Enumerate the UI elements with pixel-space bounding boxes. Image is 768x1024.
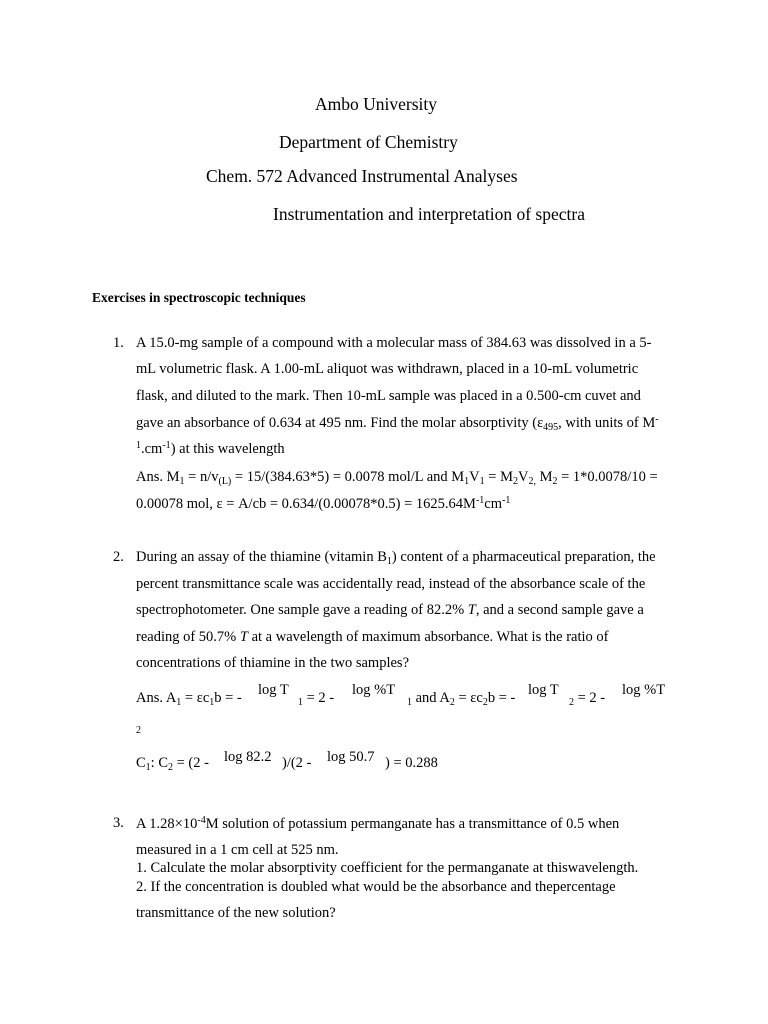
ans-text: V <box>469 469 480 485</box>
q3-text: M solution of potassium permanganate has a transmittance of 0.5 when <box>205 816 620 832</box>
q3-line-1 <box>136 815 619 833</box>
ans-sub: 2 <box>449 697 455 708</box>
q2-italic: T <box>239 629 248 645</box>
q1-number: 1. <box>113 335 124 351</box>
q1-line-5-text-b: ) at this wavelength <box>170 441 285 457</box>
q1-line-3: flask, and diluted to the mark. Then 10-mL sample was placed in a 0.500-cm cuvet and <box>136 388 641 404</box>
course-title: Chem. 572 Advanced Instrumental Analyses <box>206 166 518 186</box>
university-name: Ambo University <box>315 94 438 114</box>
q2-text: During an assay of the thiamine (vitamin B <box>136 549 387 565</box>
q2-italic: T <box>467 602 476 618</box>
q3-line-5: transmittance of the new solution? <box>136 905 336 921</box>
department-name: Department of Chemistry <box>279 132 458 152</box>
q3-line-2: measured in a 1 cm cell at 525 nm. <box>136 842 339 858</box>
unit-superscript: - <box>655 414 659 425</box>
ans-sub: 1 <box>145 762 151 773</box>
q2-text: ) content of a pharmaceutical preparation, the <box>391 549 656 565</box>
q2-text: spectrophotometer. One sample gave a reading of 82.2% <box>136 602 468 618</box>
q2-ans-eq2 <box>569 690 605 708</box>
ans-sub: 2, <box>528 476 536 487</box>
q1-answer-line-2 <box>136 495 510 513</box>
log-t1-numerator <box>258 682 289 699</box>
q2-line-4 <box>136 629 608 646</box>
q2-text: , and a second sample gave a <box>475 602 644 618</box>
ans-sup: -1 <box>502 495 511 506</box>
unit-superscript: 1 <box>136 440 141 451</box>
q2-text: at a wavelength of maximum absorbance. What is the ratio of <box>247 629 609 645</box>
ans-text: = εc <box>454 690 483 706</box>
ans-sub: 2 <box>482 697 488 708</box>
q3-line-4: 2. If the concentration is doubled what would be the absorbance and thepercentage <box>136 879 616 895</box>
q2-line-2: percent transmittance scale was accidentally read, instead of the absorbance scale of the <box>136 576 646 592</box>
q2-ans-eq1 <box>298 690 334 708</box>
q1-line-4-text: gave an absorbance of 0.634 at 495 nm. Find the molar absorptivity (ε <box>136 415 544 431</box>
q2-ratio-mid: )/(2 - <box>282 755 312 771</box>
ans-text: Ans. M <box>136 469 180 485</box>
q2-line-3 <box>136 602 644 619</box>
section-title: Exercises in spectroscopic techniques <box>92 290 306 305</box>
q2-number: 2. <box>113 549 124 565</box>
log-pt1-numerator <box>352 682 395 699</box>
ans-text: = εc <box>181 690 210 706</box>
unit-superscript: -1 <box>162 440 171 451</box>
ans-text: and A <box>412 690 450 706</box>
topic-title: Instrumentation and interpretation of spectra <box>273 204 585 224</box>
ans-sup: -1 <box>475 495 485 506</box>
ans-text: b = - <box>214 690 242 706</box>
q3-sup: -4 <box>197 815 206 826</box>
q2-line-1 <box>136 549 656 567</box>
ans-text: cm <box>484 496 503 512</box>
q2-ans-start <box>136 690 242 708</box>
q1-line-1: A 15.0-mg sample of a compound with a molecular mass of 384.63 was dissolved in a 5- <box>136 335 652 351</box>
ans-sub: 1 <box>209 697 215 708</box>
ans-sub: 2 <box>569 697 574 708</box>
q3-text: A 1.28×10 <box>136 816 198 832</box>
q3-line-3: 1. Calculate the molar absorptivity coefficient for the permanganate at thiswavelength. <box>136 860 639 876</box>
ans-text: = 15/(384.63*5) = 0.0078 mol/L and M <box>231 469 465 485</box>
log-text: log %T <box>352 682 396 698</box>
log-t2-numerator <box>528 682 559 699</box>
q2-wrapped-subscript: 2 <box>136 725 141 736</box>
ans-sub: 2 <box>512 476 518 487</box>
ans-text: V <box>517 469 529 485</box>
q2-ratio-start <box>136 755 209 773</box>
q2-ans-and <box>407 690 515 708</box>
q2-text: reading of 50.7% <box>136 629 240 645</box>
log-text: log %T <box>622 682 666 698</box>
ans-text: Ans. A <box>136 690 177 706</box>
log-text: log T <box>258 682 289 698</box>
ans-text: = 2 - <box>303 690 335 706</box>
ans-text: = M <box>484 469 513 485</box>
ans-text: 0.00078 mol, ε = A/cb = 0.634/(0.00078*0.5) = 1625.64M <box>136 496 476 512</box>
q1-answer-line-1 <box>136 469 658 487</box>
q1-line-4 <box>136 414 659 433</box>
q1-line-5-text: .cm <box>141 441 163 457</box>
ans-sub: 1 <box>176 697 182 708</box>
epsilon-subscript: 495 <box>543 422 559 433</box>
ans-text: = n/v <box>184 469 219 485</box>
q1-line-2: mL volumetric flask. A 1.00-mL aliquot was withdrawn, placed in a 10-mL volumetric <box>136 361 639 377</box>
ans-sub: 1 <box>479 476 485 487</box>
ans-sub: 1 <box>179 476 185 487</box>
q1-line-5 <box>136 440 285 458</box>
ans-text: = (2 - <box>173 755 209 771</box>
ans-sub: 1 <box>407 697 412 708</box>
ans-text: b = - <box>487 690 516 706</box>
log-822-numerator: log 82.2 <box>224 749 272 765</box>
q1-line-4-text-b: , with units of M <box>558 415 656 431</box>
q2-ratio-result: ) = 0.288 <box>385 755 438 771</box>
ans-sub: 1 <box>298 697 303 708</box>
ans-text: C <box>136 755 146 771</box>
q2-sub: 1 <box>386 556 392 567</box>
ans-text: = 2 - <box>574 690 606 706</box>
ans-text: = 1*0.0078/10 = <box>557 469 658 485</box>
ans-sub: (L) <box>218 476 232 487</box>
log-text: log T <box>528 682 559 698</box>
log-pt2-numerator <box>622 682 665 699</box>
q2-line-5: concentrations of thiamine in the two samples? <box>136 655 410 671</box>
ans-sub: 2 <box>168 762 173 773</box>
ans-sub: 2 <box>552 476 558 487</box>
ans-sub: 1 <box>464 476 470 487</box>
ans-text: : C <box>150 755 168 771</box>
q3-number: 3. <box>113 815 124 831</box>
log-507-numerator: log 50.7 <box>327 749 375 765</box>
ans-text: M <box>535 469 553 485</box>
